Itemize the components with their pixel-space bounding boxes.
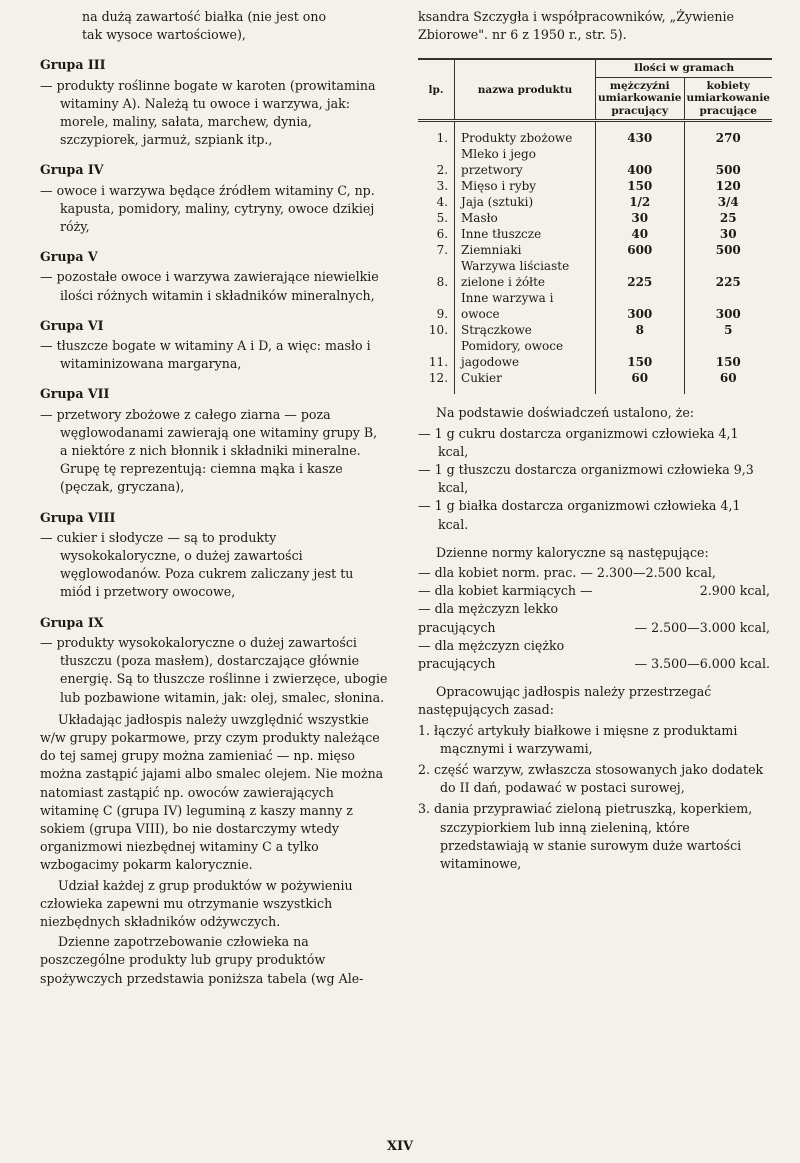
table-row: 7. Ziemniaki 600 500 [418,242,772,258]
group-title: Grupa VIII [40,509,116,525]
table-row: 9. Inne warzywa i owoce 300 300 [418,290,772,322]
table-row: 10. Strączkowe 8 5 [418,322,772,338]
group-iii [40,56,388,149]
col-group: Ilości w gramach [596,59,773,77]
table-row: 11. Pomidory, owoce jagodowe 150 150 [418,338,772,370]
table-row: 3. Mięso i ryby 150 120 [418,178,772,194]
group-title: Grupa VII [40,386,110,402]
group-title: Grupa IV [40,162,104,178]
norm-line: — dla kobiet norm. prac. — 2.300—2.500 kcal, [418,565,716,581]
paragraph: Dzienne zapotrzebowanie człowieka na poszczególne produkty lub grupy produktów spożywczych przedstawia poniższa tabela (wg Ale- [40,934,364,986]
group-iv [40,161,388,236]
experience-item: — 1 g cukru dostarcza organizmowi człowieka 4,1 kcal, [418,425,739,459]
rule-item: 1. łączyć artykuły białkowe i mięsne z produktami mącznymi i warzywami, [418,722,738,756]
group-viii [40,509,388,602]
group-text: — pozostałe owoce i warzywa zawierające niewielkie ilości różnych witamin i składników mineralnych, [40,269,379,303]
table-row: 5. Masło 30 25 [418,210,772,226]
paragraph: Układając jadłospis należy uwzględnić wszystkie w/w grupy pokarmowe, przy czym produkty należące do tej samej grupy można zamieniać — np. mięso można zastąpić jajami albo smalec olejem. Nie można natomiast zastąpić np. owoców zawierających witaminę C (grupa IV) leguminą z kaszy manny z sokiem (grupa VIII), bo nie dostarczymy wtedy organizmowi niezbędnej witaminy C a tylko wzbogacimy pokarm kalorycznie. [40,711,384,873]
table-row: 1. Produkty zbożowe 430 270 [418,121,772,147]
paragraph: Udział każdej z grup produktów w pożywieniu człowieka zapewni mu otrzymanie wszystkich niezbędnych składników odżywczych. [40,877,353,929]
col-women: kobiety umiarkowanie pracujące [684,77,772,121]
group-text: — owoce i warzywa będące źródłem witaminy C, np. kapusta, pomidory, maliny, cytryny, owoce dzikiej róży, [40,182,375,235]
group-title: Grupa V [40,249,98,265]
group-vii [40,385,388,496]
col-lp: lp. [418,59,455,121]
table-row: 4. Jaja (sztuki) 1/2 3/4 [418,194,772,210]
group-text: — produkty wysokokaloryczne o dużej zawartości tłuszczu (poza masłem), dostarczające głównie energię. Są to tłuszcze roślinne i zwierzęce, ubogie lub pozbawione witamin, jak: olej, smalec, słonina. [40,634,388,705]
col-men: mężczyźni umiarkowanie pracujący [596,77,685,121]
group-vi [40,317,388,374]
rule-item: 2. część warzyw, zwłaszcza stosowanych jako dodatek do II dań, podawać w postaci surowej, [418,762,764,796]
col-name: nazwa produktu [455,59,596,121]
intake-table [418,58,770,394]
experience-item: — 1 g białka dostarcza organizmowi człowieka 4,1 kcal. [418,498,741,532]
experience-intro: Na podstawie doświadczeń ustalono, że: [436,405,695,421]
intro-line: na dużą zawartość białka (nie jest ono [82,9,327,24]
table-row: 8. Warzywa liściaste zielone i żółte 225 225 [418,258,772,290]
norm-line: — dla kobiet karmiących — 2.900 kcal, [418,583,770,599]
left-column [40,8,388,990]
rules-intro: Opracowując jadłospis należy przestrzegać następujących zasad: [418,684,712,718]
table-row: 2. Mleko i jego przetwory 400 500 [418,146,772,178]
norm-line: — dla mężczyzn lekko pracujących — 2.500—3.000 kcal, [418,601,770,635]
norms-intro: Dzienne normy kaloryczne są następujące: [436,544,709,560]
group-text: — cukier i słodycze — są to produkty wysokokaloryczne, o dużej zawartości węglowodanów. Poza cukrem zaliczany jest tu miód i przetwory owocowe, [40,529,354,600]
group-title: Grupa VI [40,317,104,333]
group-text: — przetwory zbożowe z całego ziarna — poza węglowodanami zawierają one witaminy grupy B, a niektóre z nich błonnik i składniki mineralne. Grupę tę reprezentują: ciemna mąka i kasze (pęczak, gryczana), [40,406,378,495]
experience-item: — 1 g tłuszczu dostarcza organizmowi człowieka 9,3 kcal, [418,462,754,496]
rule-item: 3. dania przyprawiać zieloną pietruszką, koperkiem, szczypiorkiem lub inną zieleniną, które przedstawiają w stanie surowym duże wartości witaminowe, [418,801,753,872]
intro-line: tak wysoce wartościowe), [82,27,246,43]
group-title: Grupa IX [40,614,104,630]
source-citation: ksandra Szczygła i współpracowników, „Żywienie Zbiorowe". nr 6 z 1950 r., str. 5). [418,9,734,43]
group-v [40,248,388,305]
norm-line: — dla mężczyzn ciężko pracujących — 3.500—6.000 kcal. [418,637,770,672]
table-row: 12. Cukier 60 60 [418,370,772,394]
group-text: — tłuszcze bogate w witaminy A i D, a więc: masło i witaminizowana margaryna, [40,338,371,372]
page-number: XIV [386,1139,414,1154]
group-title: Grupa III [40,57,106,73]
group-ix [40,614,388,707]
group-text: — produkty roślinne bogate w karoten (prowitamina witaminy A). Należą tu owoce i warzywa, jak: morele, maliny, sałata, marchew, dynia, szczypiorek, jarmuż, szpiank itp., [40,77,376,148]
table-row: 6. Inne tłuszcze 40 30 [418,226,772,242]
right-column [418,8,770,876]
